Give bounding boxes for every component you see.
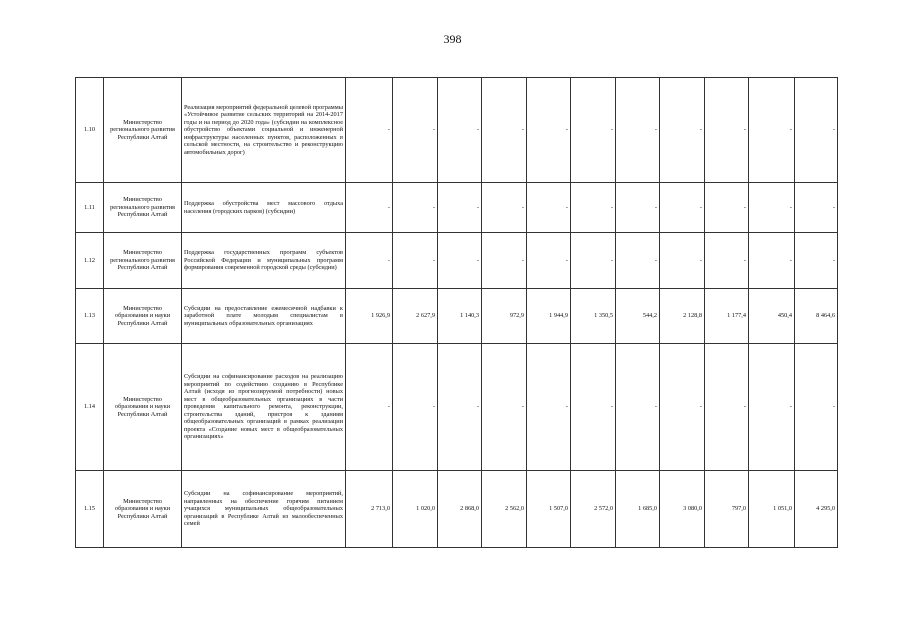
row-value: -	[660, 233, 705, 289]
row-value: -	[749, 344, 795, 471]
row-value: -	[616, 78, 660, 183]
row-number: 1.13	[76, 289, 104, 344]
row-value: -	[795, 183, 838, 233]
row-value: -	[705, 233, 749, 289]
row-value: -	[705, 78, 749, 183]
row-value: -	[795, 233, 838, 289]
row-value: 4 295,0	[795, 471, 838, 548]
row-value: 1 140,3	[438, 289, 482, 344]
row-value: -	[616, 183, 660, 233]
row-value: 2 627,9	[393, 289, 438, 344]
row-description: Поддержка обустройства мест массового отдыха населения (городских парков) (субсидии)	[182, 183, 346, 233]
row-value: -	[346, 78, 393, 183]
row-value: -	[438, 344, 482, 471]
row-value: -	[482, 344, 527, 471]
row-value: -	[660, 78, 705, 183]
row-value: -	[705, 344, 749, 471]
row-value: 1 350,5	[571, 289, 616, 344]
row-ministry: Министерство образования и науки Республики Алтай	[104, 289, 182, 344]
row-value: 8 464,6	[795, 289, 838, 344]
row-value: -	[482, 78, 527, 183]
row-value: -	[346, 183, 393, 233]
table-row	[76, 289, 838, 344]
row-value: -	[482, 183, 527, 233]
row-value: -	[438, 78, 482, 183]
row-description: Субсидии на софинансирование мероприятий, направленных на обеспечение горячим питанием учащихся муниципальных общеобразовательных организаций в Республике Алтай из малообеспеченных семей	[182, 471, 346, 548]
row-value: -	[795, 78, 838, 183]
row-value: 3 080,0	[660, 471, 705, 548]
row-value: 797,0	[705, 471, 749, 548]
row-value: -	[393, 183, 438, 233]
row-value: 1 944,9	[527, 289, 571, 344]
row-value: 1 507,0	[527, 471, 571, 548]
page-number: 398	[443, 32, 462, 46]
row-value: -	[438, 183, 482, 233]
table-row	[76, 471, 838, 548]
row-value: 2 572,0	[571, 471, 616, 548]
row-description: Субсидии на предоставление ежемесячной надбавки к заработной плате молодым специалистам в муниципальных образовательных организациях	[182, 289, 346, 344]
row-number: 1.10	[76, 78, 104, 183]
row-value: -	[749, 78, 795, 183]
row-value: -	[527, 78, 571, 183]
row-value: 450,4	[749, 289, 795, 344]
row-value: -	[616, 233, 660, 289]
row-value: 544,2	[616, 289, 660, 344]
row-value: 1 177,4	[705, 289, 749, 344]
row-value: -	[749, 233, 795, 289]
row-description: Поддержка государственных программ субъектов Российской Федерации и муниципальных программ формирования современной городской среды (субсидии)	[182, 233, 346, 289]
row-value: 972,9	[482, 289, 527, 344]
row-value: 1 685,0	[616, 471, 660, 548]
row-value: -	[438, 233, 482, 289]
table-row	[76, 78, 838, 183]
row-value: 1 926,9	[346, 289, 393, 344]
row-number: 1.11	[76, 183, 104, 233]
row-description: Реализация мероприятий федеральной целевой программы «Устойчивое развитие сельских территорий на 2014-2017 годы и на период до 2020 года» (субсидии на комплексное обустройство объектами социальной и инженерной инфраструктуры населенных пунктов, расположенных в сельской местности, на строительство и реконструкцию автомобильных дорог)	[182, 78, 346, 183]
row-value: -	[616, 344, 660, 471]
row-ministry: Министерство регионального развития Республики Алтай	[104, 183, 182, 233]
row-value: 2 562,0	[482, 471, 527, 548]
row-value: -	[482, 233, 527, 289]
row-value: -	[571, 344, 616, 471]
row-value: 2 128,8	[660, 289, 705, 344]
row-ministry: Министерство регионального развития Республики Алтай	[104, 78, 182, 183]
row-ministry: Министерство регионального развития Республики Алтай	[104, 233, 182, 289]
row-value: 2 713,0	[346, 471, 393, 548]
row-value: 2 868,0	[438, 471, 482, 548]
row-ministry: Министерство образования и науки Республики Алтай	[104, 471, 182, 548]
subsidy-table	[75, 77, 838, 548]
row-value: -	[527, 344, 571, 471]
row-value: -	[749, 183, 795, 233]
row-value: -	[660, 344, 705, 471]
row-value: -	[346, 233, 393, 289]
row-value: -	[660, 183, 705, 233]
row-value: -	[346, 344, 393, 471]
row-number: 1.15	[76, 471, 104, 548]
row-number: 1.12	[76, 233, 104, 289]
row-value: -	[527, 183, 571, 233]
row-value: -	[705, 183, 749, 233]
row-value: -	[527, 233, 571, 289]
row-ministry: Министерство образования и науки Республики Алтай	[104, 344, 182, 471]
row-value: -	[571, 183, 616, 233]
row-value: -	[795, 344, 838, 471]
table-row	[76, 233, 838, 289]
row-value: -	[393, 344, 438, 471]
table-row	[76, 183, 838, 233]
row-value: -	[393, 78, 438, 183]
row-description: Субсидии на софинансирование расходов на реализацию мероприятий по содействию созданию в Республике Алтай (исходя из прогнозируемой потребности) новых мест в общеобразовательных организациях в части проведения капитального ремонта, реконструкции, строительства зданий, пристроя к зданиям общеобразовательных организаций в рамках реализации проекта «Создание новых мест в общеобразовательных организациях»	[182, 344, 346, 471]
row-value: -	[393, 233, 438, 289]
row-value: -	[571, 78, 616, 183]
row-value: -	[571, 233, 616, 289]
row-value: 1 051,0	[749, 471, 795, 548]
row-number: 1.14	[76, 344, 104, 471]
row-value: 1 020,0	[393, 471, 438, 548]
table-row	[76, 344, 838, 471]
